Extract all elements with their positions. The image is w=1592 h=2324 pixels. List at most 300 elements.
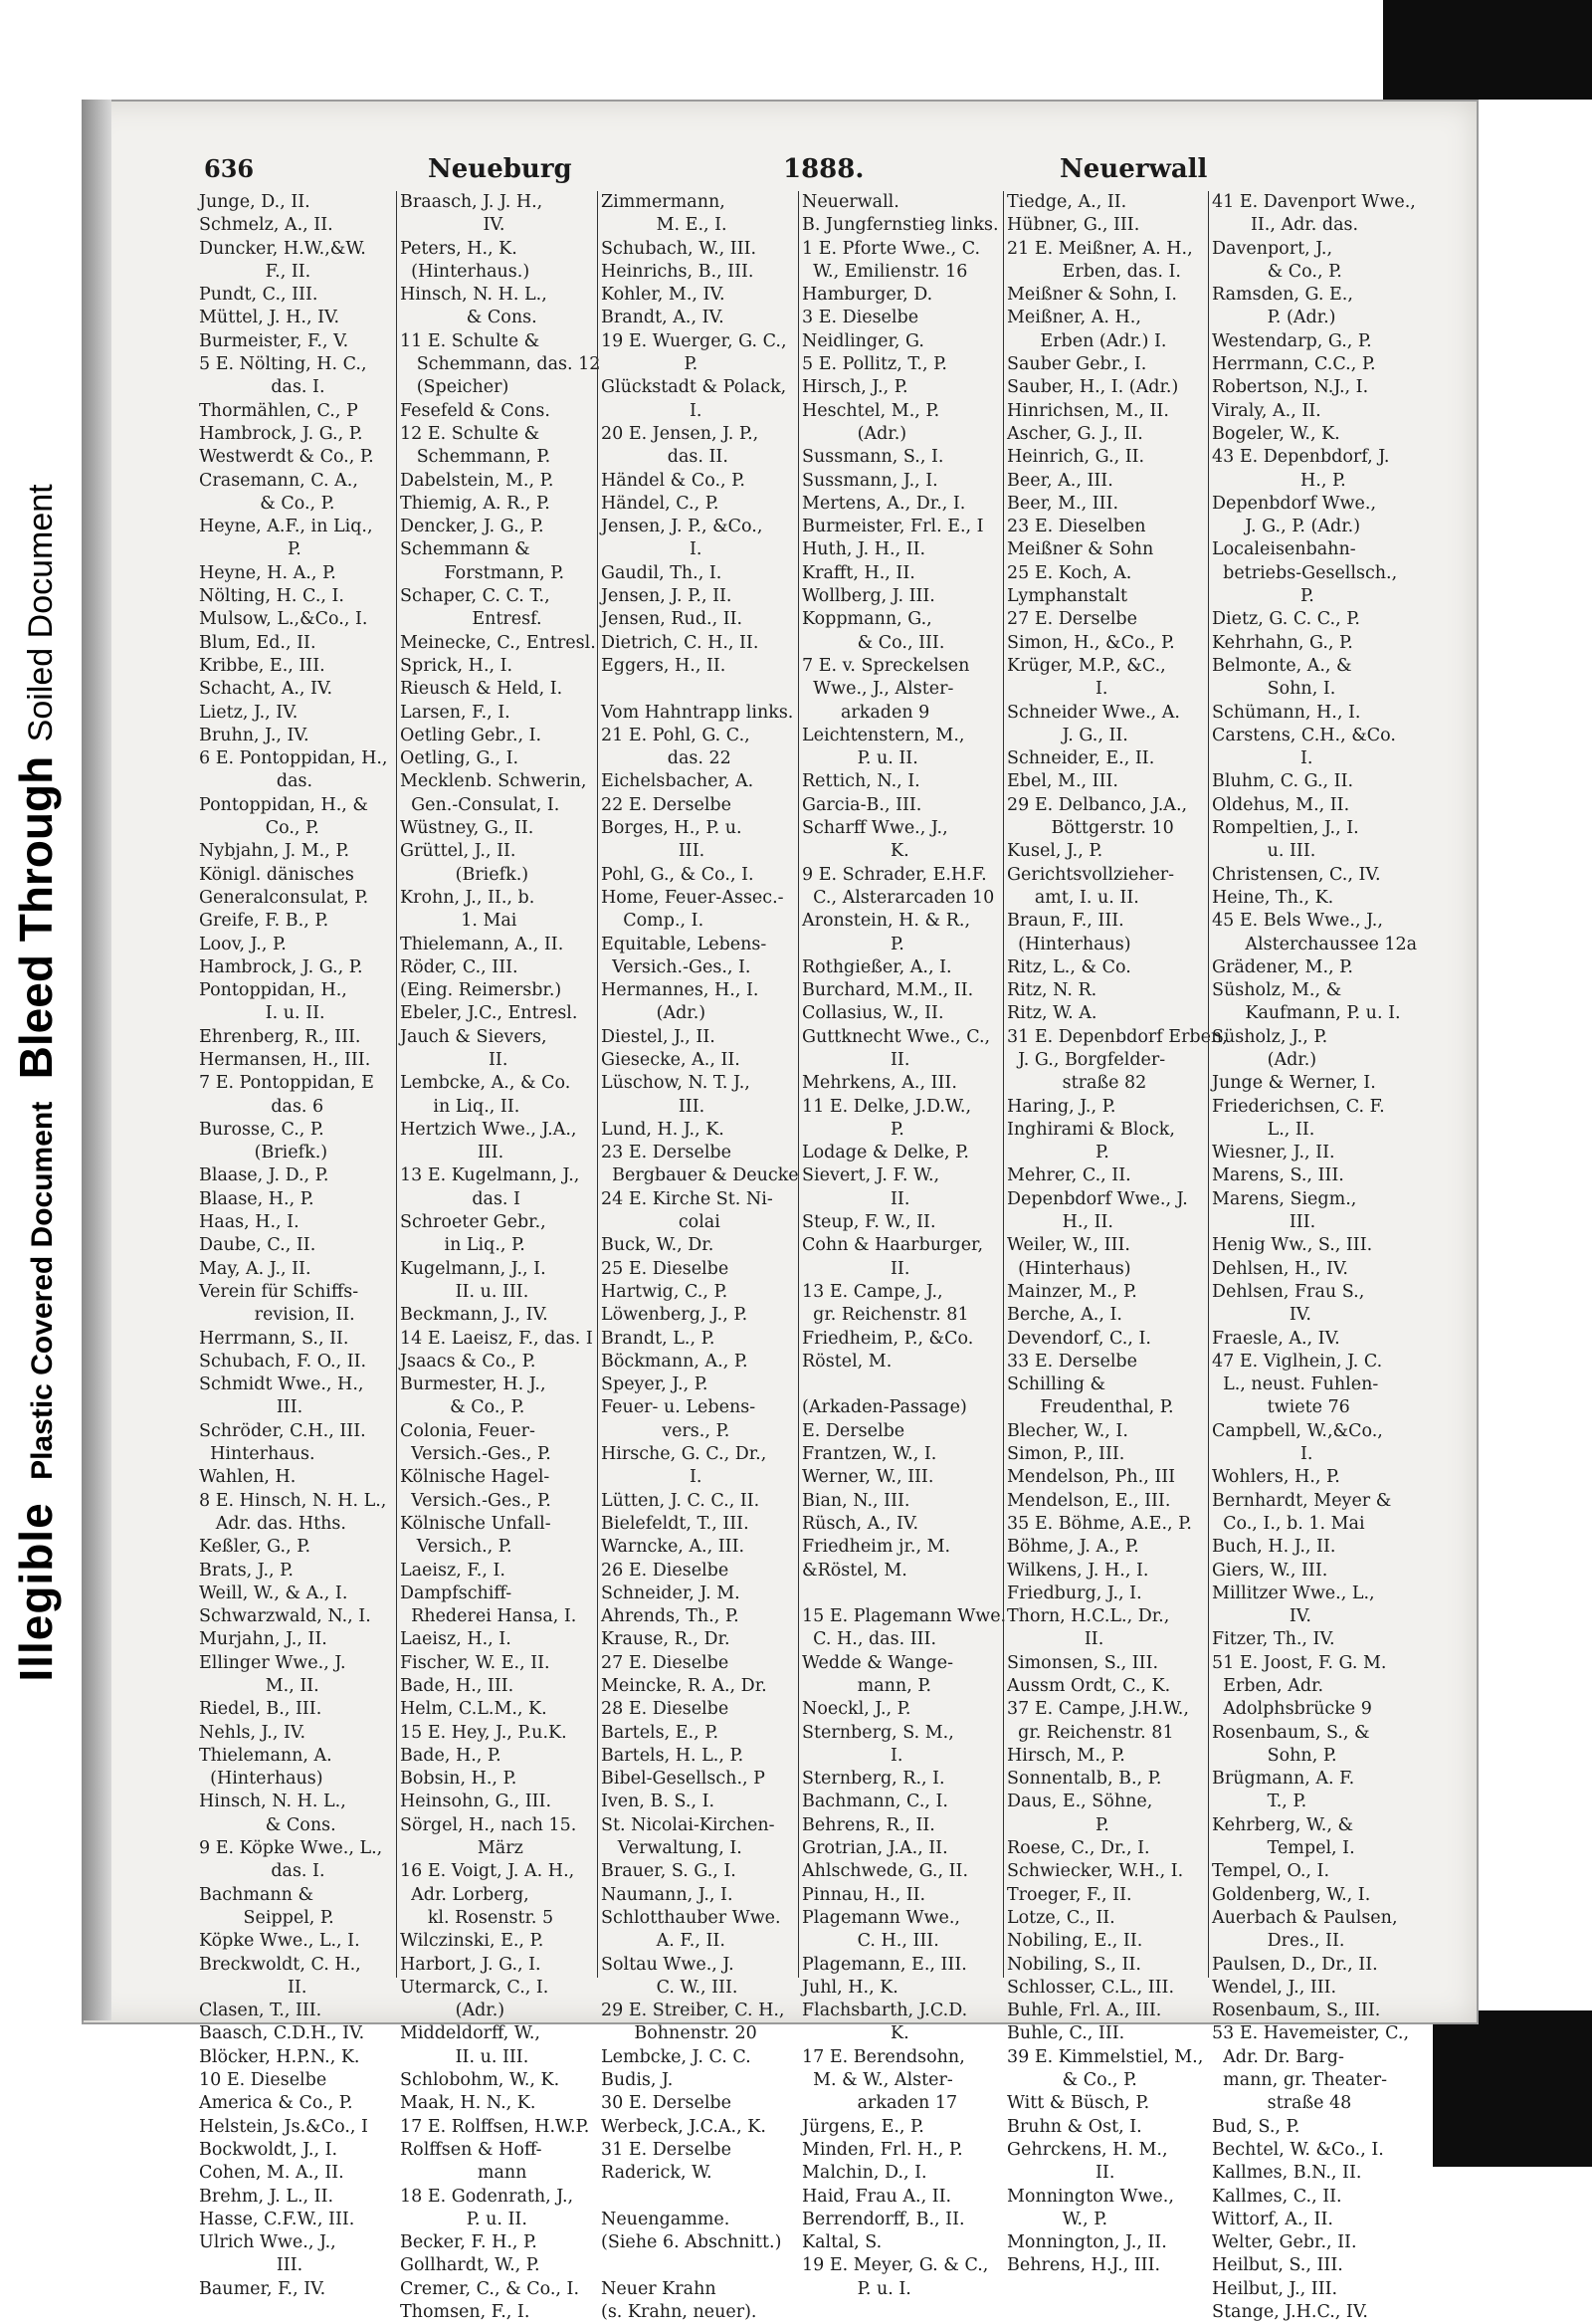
directory-entry-line: Händel, C., P. bbox=[601, 493, 719, 514]
directory-entry-line: Schwiecker, W.H., I. bbox=[1007, 1861, 1184, 1882]
directory-entry-line: Lund, H. J., K. bbox=[601, 1119, 724, 1140]
directory-entry-line: 25 E. Dieselbe bbox=[601, 1258, 729, 1279]
directory-entry-line: Rolffsen & Hoff- bbox=[400, 2139, 542, 2160]
directory-entry-line: 47 E. Viglhein, J. C. bbox=[1212, 1351, 1383, 1372]
directory-entry-line: 15 E. Plagemann Wwe. bbox=[802, 1606, 1007, 1627]
directory-entry-line: Bergbauer & Deucke bbox=[601, 1165, 799, 1186]
directory-entry-line: 35 E. Böhme, A.E., P. bbox=[1007, 1513, 1192, 1534]
directory-entry-line: Schlobohm, W., K. bbox=[400, 2070, 560, 2091]
directory-entry-line: Dampfschiff- bbox=[400, 1583, 512, 1603]
directory-entry-line: Schubach, W., III. bbox=[601, 238, 757, 259]
directory-entry-line: Grüttel, J., II. bbox=[400, 841, 516, 862]
directory-entry-line: & Cons. bbox=[400, 308, 537, 328]
directory-entry-line: Böckmann, A., P. bbox=[601, 1351, 748, 1372]
directory-entry-line: & Co., P. bbox=[400, 1397, 525, 1418]
directory-entry-line: 31 E. Derselbe bbox=[601, 2139, 731, 2160]
directory-entry-line: Rhederei Hansa, I. bbox=[400, 1606, 577, 1627]
directory-entry-line: Thormählen, C., P bbox=[199, 400, 358, 421]
directory-entry-line: Brats, J., P. bbox=[199, 1560, 294, 1581]
directory-entry-line: Tiedge, A., II. bbox=[1007, 192, 1127, 212]
directory-entry-line: Bud, S., P. bbox=[1212, 2116, 1300, 2137]
directory-entry-line: 5 E. Pollitz, T., P. bbox=[802, 354, 947, 375]
directory-entry-line: Wedde & Wange- bbox=[802, 1652, 954, 1673]
directory-entry-line: Collasius, W., II. bbox=[802, 1003, 944, 1024]
directory-entry-line: B. Jungfernstieg links. bbox=[802, 215, 999, 236]
directory-entry-line: Neuengamme. bbox=[601, 2209, 730, 2229]
directory-entry-line: Garcia-B., III. bbox=[802, 794, 922, 815]
directory-entry-line: Hirsche, G. C., Dr., bbox=[601, 1444, 767, 1465]
directory-entry-line: Rüsch, A., IV. bbox=[802, 1513, 919, 1534]
directory-entry-line: II. bbox=[802, 1049, 910, 1070]
directory-entry-line: Daus, E., Söhne, bbox=[1007, 1792, 1153, 1812]
directory-entry-line: Entresf. bbox=[400, 609, 542, 630]
directory-entry-line: Hinsch, N. H. L., bbox=[199, 1792, 346, 1812]
directory-entry-line: Haas, H., I. bbox=[199, 1212, 299, 1233]
directory-entry-line: Schmidt Wwe., H., bbox=[199, 1374, 364, 1395]
directory-entry-line: Beer, A., III. bbox=[1007, 470, 1113, 491]
directory-entry-line: Noeckl, J., P. bbox=[802, 1699, 911, 1720]
directory-entry-line: IV. bbox=[1212, 1305, 1311, 1326]
directory-entry-line: Freudenthal, P. bbox=[1007, 1397, 1174, 1418]
directory-entry-line: Haring, J., P. bbox=[1007, 1096, 1116, 1117]
directory-entry-line: P. (Adr.) bbox=[1212, 308, 1336, 328]
directory-entry-line: Buck, W., Dr. bbox=[601, 1235, 714, 1256]
directory-entry-line: Sonnentalb, B., P. bbox=[1007, 1769, 1162, 1790]
directory-entry-line: 14 E. Laeisz, F., das. I bbox=[400, 1328, 593, 1349]
directory-entry-line: 19 E. Meyer, G. & C., bbox=[802, 2255, 989, 2276]
directory-entry-line: Burosse, C., P. bbox=[199, 1119, 324, 1140]
column-3 bbox=[601, 191, 799, 2323]
directory-entry-line: Blöcker, H.P.N., K. bbox=[199, 2046, 360, 2067]
directory-entry-line: das. bbox=[199, 771, 313, 792]
directory-entry-line: Berrendorff, B., II. bbox=[802, 2209, 965, 2229]
page-header bbox=[204, 154, 1438, 188]
directory-entry-line: Forstmann, P. bbox=[400, 562, 565, 583]
directory-entry-line: Adr. Dr. Barg- bbox=[1212, 2046, 1344, 2067]
directory-entry-line: Blum, Ed., II. bbox=[199, 632, 316, 653]
directory-entry-line: Müttel, J. H., IV. bbox=[199, 308, 340, 328]
directory-entry-line: (Adr.) bbox=[400, 2001, 505, 2021]
directory-entry-line: 7 E. Pontoppidan, E bbox=[199, 1073, 374, 1094]
directory-entry-line: P. u. II. bbox=[802, 748, 918, 769]
directory-entry-line: L., II. bbox=[1212, 1119, 1315, 1140]
directory-entry-line: Friedheim, P., &Co. bbox=[802, 1328, 974, 1349]
directory-entry-line: America & Co., P. bbox=[199, 2093, 353, 2114]
header-left-title: Neueburg bbox=[428, 154, 572, 184]
directory-entry-line: J. G., P. (Adr.) bbox=[1212, 517, 1361, 537]
directory-entry-line: Schaper, C. C. T., bbox=[400, 586, 550, 607]
directory-entry-line: Kallmes, C., II. bbox=[1212, 2186, 1342, 2207]
directory-entry-line: (Briefk.) bbox=[199, 1143, 328, 1163]
directory-entry-line: Laeisz, F., I. bbox=[400, 1560, 505, 1581]
directory-entry-line: Böhme, J. A., P. bbox=[1007, 1537, 1139, 1558]
directory-entry-line: Bernhardt, Meyer & bbox=[1212, 1490, 1392, 1511]
directory-entry-line: Krafft, H., II. bbox=[802, 562, 915, 583]
directory-entry-line: arkaden 17 bbox=[802, 2093, 958, 2114]
directory-entry-line: Röder, C., III. bbox=[400, 956, 518, 977]
directory-entry-line: Schroeter Gebr., bbox=[400, 1212, 546, 1233]
directory-entry-line: Beckmann, J., IV. bbox=[400, 1305, 548, 1326]
directory-entry-line: Steup, F. W., II. bbox=[802, 1212, 936, 1233]
directory-entry-line: Diestel, J., II. bbox=[601, 1026, 715, 1047]
directory-entry-line: Erben (Adr.) I. bbox=[1007, 330, 1167, 351]
directory-entry-line: in Liq., P. bbox=[400, 1235, 525, 1256]
directory-entry-line: Baumer, F., IV. bbox=[199, 2278, 326, 2299]
directory-entry-line: Baasch, C.D.H., IV. bbox=[199, 2023, 365, 2044]
directory-entry-line: Kölnische Unfall- bbox=[400, 1513, 551, 1534]
directory-entry-line: Budis, J. bbox=[601, 2070, 674, 2091]
directory-entry-line: Schneider Wwe., A. bbox=[1007, 702, 1180, 723]
directory-entry-line: Hambrock, J. G., P. bbox=[199, 423, 363, 444]
directory-entry-line: Monnington, J., II. bbox=[1007, 2232, 1167, 2253]
directory-entry-line: & Cons. bbox=[199, 1814, 336, 1835]
directory-entry-line: Nobiling, S., II. bbox=[1007, 1954, 1141, 1975]
directory-entry-line: Mehrer, C., II. bbox=[1007, 1165, 1131, 1186]
directory-entry-line: Carstens, C.H., &Co. bbox=[1212, 725, 1396, 745]
directory-entry-line: mann bbox=[400, 2163, 527, 2184]
directory-entry-line: Königl. dänisches bbox=[199, 864, 354, 885]
directory-entry-line: 31 E. Depenbdorf Erben, bbox=[1007, 1026, 1228, 1047]
directory-entry-line: Friedheim jr., M. bbox=[802, 1537, 951, 1558]
directory-entry-line: Kohler, M., IV. bbox=[601, 285, 725, 306]
directory-entry-line: Oldehus, M., II. bbox=[1212, 794, 1350, 815]
scan-quality-labels bbox=[9, 484, 63, 1681]
directory-entry-line: colai bbox=[601, 1212, 720, 1233]
directory-entry-line: E. Derselbe bbox=[802, 1420, 905, 1441]
directory-entry-line: P. bbox=[802, 934, 904, 954]
directory-entry-line: Rompeltien, J., I. bbox=[1212, 818, 1359, 839]
directory-entry-line: Ebeler, J.C., Entresl. bbox=[400, 1003, 578, 1024]
directory-entry-line: Sternberg, R., I. bbox=[802, 1769, 945, 1790]
directory-entry-line: Heinsohn, G., III. bbox=[400, 1792, 552, 1812]
directory-entry-line: Becker, F. H., P. bbox=[400, 2232, 537, 2253]
directory-entry-line: Versich.-Ges., P. bbox=[400, 1444, 551, 1465]
directory-entry-line: Hübner, G., III. bbox=[1007, 215, 1140, 236]
directory-entry-line: Schemmann, das. 12 bbox=[400, 354, 601, 375]
directory-entry-line: gr. Reichenstr. 81 bbox=[1007, 1722, 1174, 1743]
directory-entry-line: das. I. bbox=[199, 1861, 325, 1882]
directory-entry-line: Heilbut, S., III. bbox=[1212, 2255, 1343, 2276]
directory-entry-line: P. u. I. bbox=[802, 2278, 911, 2299]
directory-entry-line: Bian, N., III. bbox=[802, 1490, 910, 1511]
directory-entry-line: Werner, W., III. bbox=[802, 1467, 934, 1488]
directory-entry-line: (Hinterhaus) bbox=[1007, 934, 1131, 954]
column-1 bbox=[199, 191, 393, 2299]
directory-entry-line: Pohl, G., & Co., I. bbox=[601, 864, 754, 885]
directory-entry-line: 17 E. Berendsohn, bbox=[802, 2046, 965, 2067]
directory-entry-line: Thorn, H.C.L., Dr., bbox=[1007, 1606, 1170, 1627]
directory-entry-line: Witt & Büsch, P. bbox=[1007, 2093, 1150, 2114]
directory-entry-line: Mendelson, E., III. bbox=[1007, 1490, 1171, 1511]
directory-entry-line: Leichtenstern, M., bbox=[802, 725, 965, 745]
directory-entry-line: Dabelstein, M., P. bbox=[400, 470, 554, 491]
directory-entry-line: & Co., P. bbox=[1007, 2070, 1137, 2091]
directory-entry-line: Meißner & Sohn bbox=[1007, 539, 1154, 560]
directory-entry-line: Böttgerstr. 10 bbox=[1007, 818, 1174, 839]
directory-entry-line: Schemmann & bbox=[400, 539, 530, 560]
directory-entry-line: Auerbach & Paulsen, bbox=[1212, 1907, 1398, 1928]
directory-entry-line: Köpke Wwe., L., I. bbox=[199, 1931, 360, 1952]
directory-entry-line: 21 E. Meißner, A. H., bbox=[1007, 238, 1193, 259]
directory-entry-line: Warncke, A., III. bbox=[601, 1537, 745, 1558]
directory-entry-line: Fischer, W. E., II. bbox=[400, 1652, 550, 1673]
directory-entry-line: Thiemig, A. R., P. bbox=[400, 493, 550, 514]
directory-entry-line: I. bbox=[1212, 748, 1313, 769]
directory-entry-line: Frantzen, W., I. bbox=[802, 1444, 937, 1465]
directory-entry-line: Sievert, J. F. W., bbox=[802, 1165, 940, 1186]
directory-entry-line: Devendorf, C., I. bbox=[1007, 1328, 1151, 1349]
page-binding-edge bbox=[82, 100, 111, 2020]
directory-entry-line: Simon, P., III. bbox=[1007, 1444, 1125, 1465]
directory-entry-line: (Siehe 6. Abschnitt.) bbox=[601, 2232, 782, 2253]
directory-entry-line: (Hinterhaus) bbox=[1007, 1258, 1131, 1279]
directory-entry-line: Schlotthauber Wwe. bbox=[601, 1907, 781, 1928]
directory-entry-line: Ebel, M., III. bbox=[1007, 771, 1118, 792]
directory-entry-line: Brauer, S. G., I. bbox=[601, 1861, 736, 1882]
directory-entry-line: H., P. bbox=[1212, 470, 1346, 491]
directory-entry-line: Erben, Adr. bbox=[1212, 1676, 1324, 1696]
directory-entry-line: 41 E. Davenport Wwe., bbox=[1212, 192, 1416, 212]
directory-entry-line: May, A. J., II. bbox=[199, 1258, 311, 1279]
directory-entry-line: 13 E. Campe, J., bbox=[802, 1281, 943, 1302]
directory-entry-line: 51 E. Joost, F. G. M. bbox=[1212, 1652, 1387, 1673]
directory-entry-line: Oetling, G., I. bbox=[400, 748, 519, 769]
directory-entry-line: Localeisenbahn- bbox=[1212, 539, 1356, 560]
directory-entry-line: 7 E. v. Spreckelsen bbox=[802, 655, 970, 676]
directory-entry-line: revision, II. bbox=[199, 1305, 355, 1326]
directory-entry-line: Bachmann, C., I. bbox=[802, 1792, 948, 1812]
directory-entry-line: Greife, F. B., P. bbox=[199, 911, 329, 932]
directory-entry-line: Wilkens, J. H., I. bbox=[1007, 1560, 1149, 1581]
directory-entry-line: Daube, C., II. bbox=[199, 1235, 316, 1256]
directory-entry-line: Laeisz, H., I. bbox=[400, 1629, 511, 1650]
directory-entry-line: Fraesle, A., IV. bbox=[1212, 1328, 1340, 1349]
directory-entry-line: Buhle, C., III. bbox=[1007, 2023, 1125, 2044]
directory-entry-line: Kaufmann, P. u. I. bbox=[1212, 1003, 1401, 1024]
directory-entry-line bbox=[802, 1583, 1001, 1605]
column-divider bbox=[1208, 191, 1209, 1978]
directory-entry-line: Pundt, C., III. bbox=[199, 285, 318, 306]
directory-entry-line: Jürgens, E., P. bbox=[802, 2116, 924, 2137]
directory-entry-line: Lietz, J., IV. bbox=[199, 702, 298, 723]
directory-entry-line: & Co., P. bbox=[1212, 261, 1342, 282]
directory-entry-line: Ritz, W. A. bbox=[1007, 1003, 1097, 1024]
directory-entry-line: Ritz, N. R. bbox=[1007, 980, 1097, 1001]
directory-entry-line: 21 E. Pohl, G. C., bbox=[601, 725, 750, 745]
directory-entry-line: (Adr.) bbox=[802, 423, 907, 444]
directory-entry-line: Neidlinger, G. bbox=[802, 330, 924, 351]
column-5 bbox=[1007, 191, 1228, 2276]
directory-entry-line: Blaase, J. D., P. bbox=[199, 1165, 329, 1186]
directory-entry-line: 22 E. Derselbe bbox=[601, 794, 731, 815]
directory-entry-line: Rettich, N., I. bbox=[802, 771, 920, 792]
directory-entry-line: Vom Hahntrapp links. bbox=[601, 702, 794, 723]
directory-entry-line: Co., P. bbox=[199, 818, 319, 839]
directory-entry-line: Hamburger, D. bbox=[802, 285, 933, 306]
directory-entry-line: Flachsbarth, J.C.D. bbox=[802, 2001, 968, 2021]
directory-entry-line: Juhl, H., K. bbox=[802, 1977, 898, 1998]
directory-entry-line: Ritz, L., & Co. bbox=[1007, 956, 1131, 977]
directory-entry-line: Co., I., b. 1. Mai bbox=[1212, 1513, 1365, 1534]
directory-entry-line: IV. bbox=[1212, 1606, 1311, 1627]
directory-entry-line: Grotrian, J.A., II. bbox=[802, 1838, 948, 1859]
directory-entry-line: das. II. bbox=[601, 447, 728, 468]
directory-entry-line: Weill, W., & A., I. bbox=[199, 1583, 348, 1603]
directory-entry-line: 1 E. Pforte Wwe., C. bbox=[802, 238, 981, 259]
directory-entry-line: Iven, B. S., I. bbox=[601, 1792, 715, 1812]
directory-entry-line: II. bbox=[199, 1977, 307, 1998]
directory-entry-line: mann, gr. Theater- bbox=[1212, 2070, 1387, 2091]
directory-entry-line: Kugelmann, J., I. bbox=[400, 1258, 546, 1279]
directory-entry-line: Goldenberg, W., I. bbox=[1212, 1884, 1371, 1905]
directory-entry-line: Sprick, H., I. bbox=[400, 655, 513, 676]
directory-entry-line: Utermarck, C., I. bbox=[400, 1977, 549, 1998]
directory-entry-line: Breckwoldt, C. H., bbox=[199, 1954, 361, 1975]
directory-entry-line: III. bbox=[199, 2255, 303, 2276]
page-number: 636 bbox=[204, 154, 255, 183]
directory-entry-line: Malchin, D., I. bbox=[802, 2163, 927, 2184]
label-soiled-document: Soiled Document bbox=[22, 484, 60, 742]
directory-entry-line: C. W., III. bbox=[601, 1977, 738, 1998]
directory-entry-line: Verwaltung, I. bbox=[601, 1838, 742, 1859]
directory-entry-line: I. bbox=[1212, 1444, 1313, 1465]
scan-quality-sidebar bbox=[0, 0, 72, 2167]
directory-entry-line: Burmeister, F., V. bbox=[199, 330, 349, 351]
directory-entry-line: Verein für Schiffs- bbox=[199, 1281, 359, 1302]
directory-entry-line: Marens, Siegm., bbox=[1212, 1188, 1357, 1209]
directory-entry-line: Hinsch, N. H. L., bbox=[400, 285, 547, 306]
directory-entry-line: Weiler, W., III. bbox=[1007, 1235, 1130, 1256]
directory-entry-line: Schubach, F. O., II. bbox=[199, 1351, 367, 1372]
directory-entry-line: 45 E. Bels Wwe., J., bbox=[1212, 911, 1383, 932]
directory-entry-line: P. bbox=[1007, 1814, 1109, 1835]
directory-entry-line: Kribbe, E., III. bbox=[199, 655, 325, 676]
directory-entry-line: Minden, Frl. H., P. bbox=[802, 2139, 963, 2160]
directory-entry-line: P. bbox=[1212, 586, 1314, 607]
directory-entry-line: Heyne, H. A., P. bbox=[199, 562, 336, 583]
directory-entry-line: Meißner & Sohn, I. bbox=[1007, 285, 1177, 306]
directory-entry-line: das. I bbox=[400, 1188, 520, 1209]
directory-entry-line: Dietz, G. C. C., P. bbox=[1212, 609, 1360, 630]
directory-entry-line: 13 E. Kugelmann, J., bbox=[400, 1165, 580, 1186]
directory-entry-line: &Röstel, M. bbox=[802, 1560, 907, 1581]
directory-entry-line: Bade, H., P. bbox=[400, 1745, 501, 1766]
directory-entry-line: Behrens, H.J., III. bbox=[1007, 2255, 1161, 2276]
directory-entry-line: Ehrenberg, R., III. bbox=[199, 1026, 361, 1047]
directory-entry-line: Nybjahn, J. M., P. bbox=[199, 841, 350, 862]
directory-entry-line: Bibel-Gesellsch., P bbox=[601, 1769, 765, 1790]
directory-entry-line: Wilczinski, E., P. bbox=[400, 1931, 544, 1952]
directory-entry-line: Brandt, L., P. bbox=[601, 1328, 715, 1349]
directory-entry-line: Bobsin, H., P. bbox=[400, 1769, 517, 1790]
directory-entry-line: 1. Mai bbox=[400, 911, 517, 932]
directory-entry-line: Grädener, M., P. bbox=[1212, 956, 1353, 977]
directory-entry-line: Thielemann, A., II. bbox=[400, 934, 564, 954]
directory-entry-line: Haid, Frau A., II. bbox=[802, 2186, 952, 2207]
directory-entry-line: Wahlen, H. bbox=[199, 1467, 297, 1488]
directory-entry-line: Jauch & Sievers, bbox=[400, 1026, 547, 1047]
directory-entry-line: Süsholz, J., P. bbox=[1212, 1026, 1328, 1047]
directory-entry-line: Monnington Wwe., bbox=[1007, 2186, 1174, 2207]
directory-entry-line: 18 E. Godenrath, J., bbox=[400, 2186, 574, 2207]
directory-entry-line: mann, P. bbox=[802, 1676, 932, 1696]
directory-entry-line: Hartwig, C., P. bbox=[601, 1281, 728, 1302]
directory-entry-line: Sussmann, S., I. bbox=[802, 447, 944, 468]
directory-entry-line: 25 E. Koch, A. bbox=[1007, 562, 1132, 583]
directory-entry-line: & Co., P. bbox=[199, 493, 335, 514]
directory-entry-line: Ulrich Wwe., J., bbox=[199, 2232, 336, 2253]
directory-entry-line: Lembcke, J. C. C. bbox=[601, 2046, 751, 2067]
header-right-title: Neuerwall bbox=[1060, 154, 1208, 184]
directory-entry-line: Junge, D., II. bbox=[199, 192, 310, 212]
directory-entry-line: T., P. bbox=[1212, 1792, 1307, 1812]
directory-entry-line: 15 E. Hey, J., P.u.K. bbox=[400, 1722, 567, 1743]
directory-entry-line: Wwe., J., Alster- bbox=[802, 679, 954, 700]
directory-entry-line: (s. Krahn, neuer). bbox=[601, 2302, 757, 2323]
directory-entry-line: Hinterhaus. bbox=[199, 1444, 315, 1465]
directory-entry-line: Roese, C., Dr., I. bbox=[1007, 1838, 1150, 1859]
directory-entry-line: Lütten, J. C. C., II. bbox=[601, 1490, 760, 1511]
directory-entry-line: (Speicher) bbox=[400, 377, 509, 398]
directory-entry-line: Ahrends, Th., P. bbox=[601, 1606, 739, 1627]
directory-entry-line: III. bbox=[1212, 1212, 1316, 1233]
directory-entry-line: Mulsow, L.,&Co., I. bbox=[199, 609, 368, 630]
directory-entry-line: Mehrkens, A., III. bbox=[802, 1073, 957, 1094]
directory-entry-line: Schwarzwald, N., I. bbox=[199, 1606, 371, 1627]
directory-entry-line: Bartels, E., P. bbox=[601, 1722, 719, 1743]
directory-entry-line: Lodage & Delke, P. bbox=[802, 1143, 969, 1163]
directory-entry-line: Händel & Co., P. bbox=[601, 470, 745, 491]
directory-entry-line: Heilbut, J., III. bbox=[1212, 2278, 1338, 2299]
directory-entry-line: Burchard, M.M., II. bbox=[802, 980, 974, 1001]
directory-entry-line: Adr. das. Hths. bbox=[199, 1513, 346, 1534]
directory-entry-line: Alsterchaussee 12a bbox=[1212, 934, 1418, 954]
directory-entry-line: Hinrichsen, M., II. bbox=[1007, 400, 1169, 421]
directory-entry-line: Wittorf, A., II. bbox=[1212, 2209, 1333, 2229]
scan-corner-top-right bbox=[1383, 0, 1592, 100]
directory-entry-line: 39 E. Kimmelstiel, M., bbox=[1007, 2046, 1204, 2067]
directory-entry-line: Brandt, A., IV. bbox=[601, 308, 724, 328]
directory-entry-line: Kehrberg, W., & bbox=[1212, 1814, 1354, 1835]
directory-entry-line: Schmelz, A., II. bbox=[199, 215, 333, 236]
directory-entry-line: Gollhardt, W., P. bbox=[400, 2255, 540, 2276]
directory-entry-line: Welter, Gebr., II. bbox=[1212, 2232, 1357, 2253]
directory-entry-line: Jensen, J. P., &Co., bbox=[601, 517, 763, 537]
directory-entry-line: Kölnische Hagel- bbox=[400, 1467, 550, 1488]
label-bleed-through: Bleed Through bbox=[10, 755, 62, 1080]
directory-entry-line: Cohn & Haarburger, bbox=[802, 1235, 984, 1256]
directory-entry-line: (Arkaden-Passage) bbox=[802, 1397, 967, 1418]
directory-entry-line: Braun, F., III. bbox=[1007, 911, 1124, 932]
directory-entry-line: & Co., III. bbox=[802, 632, 945, 653]
directory-entry-line: A. F., II. bbox=[601, 1931, 725, 1952]
directory-entry-line: 9 E. Köpke Wwe., L., bbox=[199, 1838, 383, 1859]
directory-entry-line: in Liq., II. bbox=[400, 1096, 520, 1117]
directory-entry-line: Dres., II. bbox=[1212, 1931, 1345, 1952]
directory-entry-line: Clasen, T., III. bbox=[199, 2001, 322, 2021]
directory-entry-line: Lymphanstalt bbox=[1007, 586, 1128, 607]
directory-entry-line: Ascher, G. J., II. bbox=[1007, 423, 1143, 444]
directory-entry-line bbox=[601, 2254, 795, 2277]
directory-entry-line: Scharff Wwe., J., bbox=[802, 818, 948, 839]
directory-entry-line: K. bbox=[802, 2023, 909, 2044]
directory-entry-line: Sohn, P. bbox=[1212, 1745, 1337, 1766]
directory-entry-line: I. bbox=[601, 1467, 702, 1488]
directory-entry-line: Hambrock, J. G., P. bbox=[199, 956, 363, 977]
directory-entry-line: 23 E. Dieselben bbox=[1007, 517, 1146, 537]
directory-entry-line: Giesecke, A., II. bbox=[601, 1049, 740, 1070]
directory-entry-line: Hirsch, J., P. bbox=[802, 377, 908, 398]
